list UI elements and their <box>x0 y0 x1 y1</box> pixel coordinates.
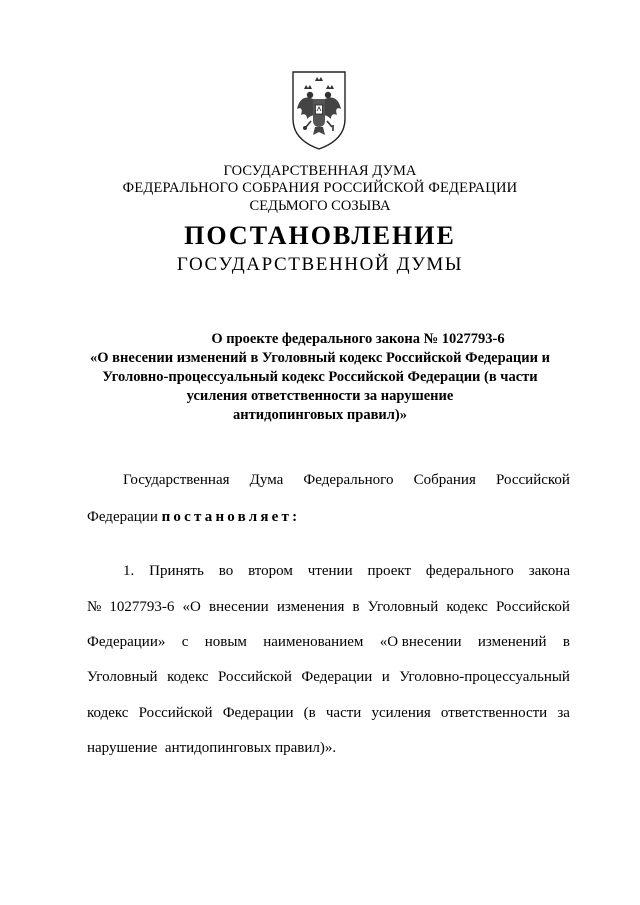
preamble-line1 <box>123 472 570 489</box>
subject-line3: Уголовно-процессуальный кодекс Российской Федерации (в части <box>102 369 538 385</box>
word: Федерации <box>301 669 373 685</box>
word: Федерального <box>303 472 394 488</box>
russian-coat-of-arms-icon <box>289 69 349 151</box>
org-name-line2: ФЕДЕРАЛЬНОГО СОБРАНИЯ РОССИЙСКОЙ ФЕДЕРАЦИИ <box>122 180 518 196</box>
word: Дума <box>249 472 284 488</box>
word: Федерации <box>222 705 294 721</box>
resolves-verb: постановляет: <box>161 509 301 525</box>
word: в <box>562 634 570 650</box>
word: усиления <box>371 705 431 721</box>
subject-line4: усиления ответственности за нарушение <box>186 388 454 404</box>
word: с <box>181 634 189 650</box>
word: Федерации» <box>87 634 166 650</box>
word: и <box>381 669 390 685</box>
item1-line3 <box>87 634 570 651</box>
word: части <box>325 705 362 721</box>
word: изменения <box>276 599 345 615</box>
word: Российской <box>495 599 570 615</box>
word: № <box>87 599 102 615</box>
word: 1. <box>123 563 135 579</box>
word: Российской <box>496 472 570 488</box>
word: Государственная <box>123 472 230 488</box>
subject-line5: антидопинговых правил)» <box>233 407 407 423</box>
document-type-subtitle: ГОСУДАРСТВЕННОЙ ДУМЫ <box>176 254 464 275</box>
word: внесении <box>208 599 269 615</box>
word: «О внесении <box>379 634 462 650</box>
word: кодекс <box>446 599 488 615</box>
item1-line2 <box>87 599 570 616</box>
subject-line1: О проекте федерального закона № 1027793-6 <box>211 331 505 347</box>
word: кодекс <box>167 669 209 685</box>
subject-line2: «О внесении изменений в Уголовный кодекс Российской Федерации и <box>90 350 550 366</box>
word: наименованием <box>263 634 364 650</box>
word: чтении <box>307 563 353 579</box>
word: федерального <box>425 563 514 579</box>
word: Уголовно-процессуальный <box>399 669 570 685</box>
word: Уголовный <box>87 669 158 685</box>
item1-line5 <box>87 705 570 722</box>
item1-line4 <box>87 669 570 686</box>
word: 1027793-6 <box>109 599 175 615</box>
document-type-title: ПОСТАНОВЛЕНИЕ <box>184 221 456 250</box>
item1-line1 <box>123 563 570 580</box>
word: Российской <box>138 705 213 721</box>
convocation-line: СЕДЬМОГО СОЗЫВА <box>249 198 391 214</box>
word: втором <box>248 563 293 579</box>
word: (в <box>303 705 316 721</box>
word: во <box>218 563 234 579</box>
word: кодекс <box>87 705 129 721</box>
word: изменений <box>477 634 547 650</box>
word: закона <box>528 563 570 579</box>
org-name-line1: ГОСУДАРСТВЕННАЯ ДУМА <box>223 163 417 179</box>
word: «О <box>182 599 201 615</box>
item1-line6: нарушение антидопинговых правил)». <box>87 740 337 756</box>
word: Собрания <box>413 472 476 488</box>
word: Российской <box>218 669 292 685</box>
word: за <box>557 705 570 721</box>
word: в <box>352 599 360 615</box>
word: проект <box>367 563 412 579</box>
preamble-line2 <box>87 509 300 526</box>
word: Уголовный <box>367 599 439 615</box>
word: Принять <box>149 563 204 579</box>
word: ответственности <box>440 705 548 721</box>
word: новым <box>204 634 247 650</box>
preamble-subject: Федерации <box>87 509 158 525</box>
